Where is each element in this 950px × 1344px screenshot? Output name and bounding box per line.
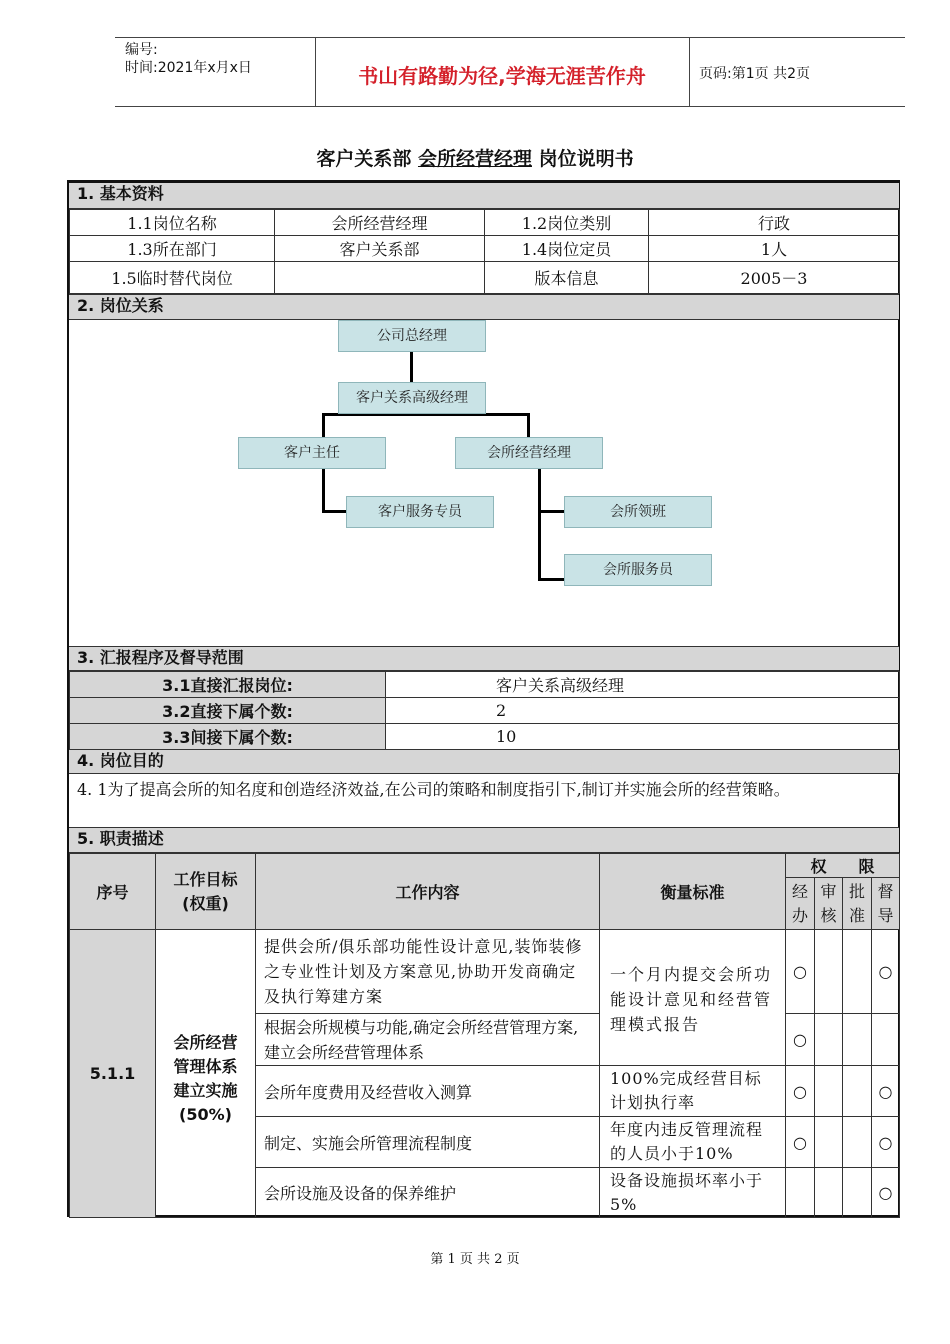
doc-time-label: 时间:2021年x月x日 [125, 60, 252, 76]
col-header-a3-char: 批 [848, 881, 865, 901]
duty-content: 会所年度费用及经营收入测算 [256, 1066, 600, 1117]
col-header-a4-char: 督 [877, 881, 894, 901]
org-connector [322, 510, 346, 513]
title-dept: 客户关系部 [316, 148, 412, 170]
cell-label: 3.1直接汇报岗位: [70, 672, 386, 698]
duty-standard: 100%完成经营目标计划执行率 [600, 1066, 786, 1117]
cell-label: 1.2岗位类别 [485, 210, 649, 236]
org-box-club-manager: 会所经营经理 [455, 437, 603, 469]
authority-mark [786, 1168, 815, 1218]
cell-label: 1.1岗位名称 [70, 210, 275, 236]
authority-mark [843, 1117, 872, 1168]
authority-mark [843, 1168, 872, 1218]
duty-group-goal [156, 930, 256, 1218]
document-title [0, 144, 950, 171]
org-connector [410, 352, 413, 383]
cell-value: 10 [386, 724, 900, 750]
org-connector [527, 413, 530, 437]
table-row [70, 210, 900, 236]
col-header-no: 序号 [70, 854, 156, 930]
col-header-a1-char: 经 [791, 881, 808, 901]
table-row [70, 262, 900, 294]
header-page-info: 页码:第1页 共2页 [699, 66, 810, 82]
org-connector [322, 469, 325, 513]
org-box-crm-senior-manager: 客户关系高级经理 [338, 382, 486, 414]
col-header-goal-line: 工作目标 [173, 869, 238, 889]
col-header-a4-char: 导 [877, 905, 894, 925]
col-header-a2-char: 审 [820, 881, 837, 901]
authority-mark [843, 1066, 872, 1117]
org-box-club-lead: 会所领班 [564, 496, 712, 528]
col-header-a4 [872, 878, 900, 930]
duty-content: 提供会所/俱乐部功能性设计意见,装饰装修之专业性计划及方案意见,协助开发商确定及执行筹建方案 [256, 930, 600, 1014]
col-header-content: 工作内容 [256, 854, 600, 930]
authority-mark: ○ [786, 930, 815, 1014]
section-relations-header: 2. 岗位关系 [69, 294, 899, 320]
section-reporting-header: 3. 汇报程序及督导范围 [69, 646, 899, 671]
authority-mark [815, 1168, 843, 1218]
col-header-a2 [815, 878, 843, 930]
duty-content: 根据会所规模与功能,确定会所经营管理方案,建立会所经营管理体系 [256, 1014, 600, 1066]
goal-line: 建立实施 [173, 1080, 238, 1100]
org-connector [538, 578, 564, 581]
org-box-customer-service: 客户服务专员 [346, 496, 494, 528]
cell-label: 3.2直接下属个数: [70, 698, 386, 724]
authority-mark [843, 930, 872, 1014]
cell-label: 1.3所在部门 [70, 236, 275, 262]
cell-value [275, 262, 485, 294]
header-motto: 书山有路勤为径,学海无涯苦作舟 [358, 64, 646, 88]
authority-mark: ○ [786, 1117, 815, 1168]
title-position: 会所经营经理 [417, 148, 532, 170]
section-duties-header: 5. 职责描述 [69, 828, 899, 853]
section-purpose-header: 4. 岗位目的 [69, 749, 899, 774]
header-meta [125, 41, 252, 77]
authority-mark: ○ [786, 1066, 815, 1117]
duty-group-no: 5.1.1 [70, 930, 156, 1218]
authority-mark [815, 1014, 843, 1066]
goal-line: 管理体系 [173, 1056, 238, 1076]
table-row [70, 698, 900, 724]
duty-content: 制定、实施会所管理流程制度 [256, 1117, 600, 1168]
duties-table [69, 853, 900, 1218]
section-basic-info-header: 1. 基本资料 [69, 183, 899, 209]
authority-mark [815, 1066, 843, 1117]
goal-line: (50%) [179, 1104, 232, 1124]
cell-label: 1.4岗位定员 [485, 236, 649, 262]
org-connector [322, 413, 325, 437]
duty-standard: 年度内违反管理流程的人员小于10% [600, 1117, 786, 1168]
cell-value: 1人 [649, 236, 900, 262]
header-divider [689, 38, 690, 106]
org-connector [538, 510, 564, 513]
col-header-a3-char: 准 [848, 905, 865, 925]
col-header-a3 [843, 878, 872, 930]
doc-number-label: 编号: [125, 42, 158, 58]
cell-label: 1.5临时替代岗位 [70, 262, 275, 294]
authority-mark: ○ [872, 930, 900, 1014]
cell-label: 版本信息 [485, 262, 649, 294]
authority-mark [872, 1014, 900, 1066]
cell-value: 客户关系高级经理 [386, 672, 900, 698]
duty-standard: 一个月内提交会所功能设计意见和经营管理模式报告 [600, 930, 786, 1066]
authority-mark [815, 1117, 843, 1168]
org-connector [538, 469, 541, 581]
table-row [70, 672, 900, 698]
goal-line: 会所经营 [173, 1032, 238, 1052]
duty-standard: 设备设施损坏率小于5% [600, 1168, 786, 1218]
page-header [115, 37, 905, 107]
cell-value: 行政 [649, 210, 900, 236]
authority-mark: ○ [786, 1014, 815, 1066]
cell-value: 客户关系部 [275, 236, 485, 262]
authority-mark: ○ [872, 1168, 900, 1218]
table-row [70, 930, 900, 1014]
purpose-text: 4. 1为了提高会所的知名度和创造经济效益,在公司的策略和制度指引下,制订并实施会所的经营策略。 [69, 774, 899, 828]
cell-label: 3.3间接下属个数: [70, 724, 386, 750]
page-footer: 第 1 页 共 2 页 [430, 1252, 520, 1267]
title-doc: 岗位说明书 [538, 148, 634, 170]
col-header-standard: 衡量标准 [600, 854, 786, 930]
col-header-goal-line: (权重) [182, 893, 229, 913]
col-header-a2-char: 核 [820, 905, 837, 925]
duty-content: 会所设施及设备的保养维护 [256, 1168, 600, 1218]
col-header-a1 [786, 878, 815, 930]
basic-info-table [69, 209, 900, 294]
col-header-goal [156, 854, 256, 930]
cell-value: 会所经营经理 [275, 210, 485, 236]
table-row [70, 236, 900, 262]
authority-mark [843, 1014, 872, 1066]
org-box-customer-supervisor: 客户主任 [238, 437, 386, 469]
table-row [70, 724, 900, 750]
authority-mark: ○ [872, 1117, 900, 1168]
reporting-table [69, 671, 900, 750]
org-box-club-staff: 会所服务员 [564, 554, 712, 586]
org-box-gm: 公司总经理 [338, 320, 486, 352]
cell-value: 2005－3 [649, 262, 900, 294]
table-header-row [70, 854, 900, 878]
cell-value: 2 [386, 698, 900, 724]
authority-mark [815, 930, 843, 1014]
col-header-a1-char: 办 [791, 905, 808, 925]
col-header-authority: 权 限 [786, 854, 900, 878]
authority-mark: ○ [872, 1066, 900, 1117]
